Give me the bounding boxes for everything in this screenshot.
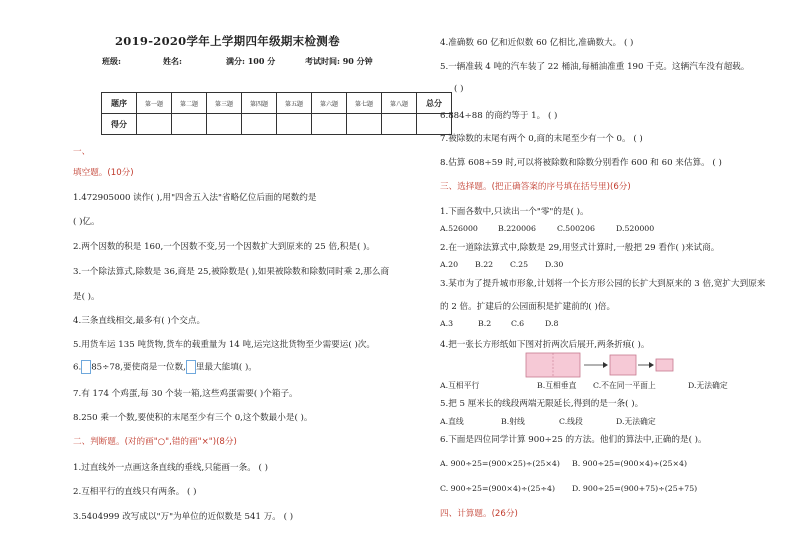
choice-q6: 6.下面是四位同学计算 900÷25 的方法。他们的算法中,正确的是( )。 [440, 435, 707, 445]
choice-q1-option-a: A.526000 [440, 224, 478, 233]
paper-fold-diagram [525, 352, 675, 378]
arrow-head-icon [649, 362, 654, 368]
score-cell [137, 114, 172, 135]
choice-q5-option-c: C.线段 [559, 417, 583, 426]
judge-q7: 7.被除数的末尾有两个 0,商的末尾至少有一个 0。 ( ) [440, 134, 643, 144]
choice-q1: 1.下面各数中,只读出一个"零"的是( )。 [440, 207, 589, 217]
judge-q5-line1: 5.一辆准载 4 吨的汽车装了 22 桶油,每桶油准重 190 千克。这辆汽车没有超载。 [440, 62, 750, 72]
choice-q5: 5.把 5 厘米长的线段两端无限延长,得到的是一条( )。 [440, 399, 644, 409]
score-cell [347, 114, 382, 135]
choice-q3-option-b: B.2 [478, 319, 492, 328]
choice-q6-option-b: B. 900÷25=(900×4)÷(25×4) [572, 459, 688, 468]
choice-q4-option-b: B.互相垂直 [537, 381, 577, 390]
section-4-heading: 四、计算题。(26分) [440, 509, 518, 519]
section-1-prefix: 一、 [73, 147, 91, 157]
choice-q2-option-a: A.20 [440, 260, 459, 269]
fill-q3-line1: 3.一个除法算式,除数是 36,商是 25,被除数是( ),如果被除数和除数同时乘 2,那么商 [73, 267, 390, 277]
fill-q7: 7.有 174 个鸡蛋,每 30 个装一箱,这些鸡蛋需要( )个箱子。 [73, 389, 298, 399]
choice-q3-option-c: C.6 [511, 319, 525, 328]
full-score-label: 满分: 100 分 [226, 56, 276, 66]
choice-q2: 2.在一道除法算式中,除数是 29,用竖式计算时,一般把 29 看作( )来试商。 [440, 243, 720, 253]
choice-q4-option-a: A.互相平行 [440, 381, 480, 390]
fill-q3-line2: 是( )。 [73, 292, 100, 302]
folded-paper-1 [610, 355, 636, 375]
judge-q1: 1.过直线外一点画这条直线的垂线,只能画一条。 ( ) [73, 463, 268, 473]
exam-time-label: 考试时间: 90 分钟 [305, 56, 373, 66]
choice-q6-option-a: A. 900÷25=(900×25)÷(25×4) [440, 459, 560, 468]
choice-q6-option-d: D. 900÷25=(900+75)÷(25+75) [572, 484, 698, 493]
judge-q4: 4.准确数 60 亿和近似数 60 亿相比,准确数大。 ( ) [440, 38, 634, 48]
choice-q2-option-c: C.25 [510, 260, 529, 269]
fill-q4: 4.三条直线相交,最多有( )个交点。 [73, 316, 206, 326]
judge-q3: 3.5404999 改写成以"万"为单位的近似数是 541 万。 ( ) [73, 512, 294, 522]
choice-q5-option-d: D.无法确定 [616, 417, 656, 426]
choice-q3-line1: 3.某市为了提升城市形象,计划将一个长方形公园的长扩大到原来的 3 倍,宽扩大到原来 [440, 279, 766, 289]
choice-q5-option-a: A.直线 [440, 417, 464, 426]
fill-q8: 8.250 乘一个数,要使积的末尾至少有三个 0,这个数最小是( )。 [73, 413, 313, 423]
digit-box [81, 360, 91, 374]
choice-q6-option-c: C. 900÷25=(900×4)÷(25÷4) [440, 484, 556, 493]
score-cell [312, 114, 347, 135]
section-2-heading: 二、判断题。(对的画"○",错的画"×")(8分) [73, 437, 237, 447]
score-cell [172, 114, 207, 135]
choice-q1-option-d: D.520000 [616, 224, 655, 233]
score-table-row1-label: 题序 [102, 93, 137, 114]
choice-q2-option-d: D.30 [545, 260, 564, 269]
score-cell [382, 114, 417, 135]
fill-q5: 5.用货车运 135 吨货物,货车的载重量为 14 吨,运完这批货物至少需要运( )次。 [73, 340, 375, 350]
score-table-row2-label: 得分 [102, 114, 137, 135]
fill-q6-middle: 85÷78,要使商是一位数, [91, 362, 186, 373]
score-total-header: 总分 [417, 93, 452, 114]
judge-q8: 8.估算 608÷59 时,可以将被除数和除数分别看作 600 和 60 来估算。 ( ) [440, 158, 722, 168]
fill-q6-prefix: 6. [73, 362, 82, 373]
choice-q3-line2: 的 2 倍。扩建后的公园面积是扩建前的( )倍。 [440, 302, 616, 312]
score-col-4: 第四题 [242, 93, 277, 114]
score-cell [242, 114, 277, 135]
choice-q1-option-c: C.500206 [557, 224, 595, 233]
score-col-1: 第一题 [137, 93, 172, 114]
choice-q4-option-d: D.无法确定 [688, 381, 728, 390]
score-col-5: 第五题 [277, 93, 312, 114]
class-label: 班级: [102, 56, 121, 66]
choice-q5-option-b: B.射线 [501, 417, 525, 426]
choice-q1-option-b: B.220006 [498, 224, 536, 233]
section-1-heading: 填空题。(10分) [73, 168, 134, 178]
folded-paper-2 [656, 359, 673, 371]
judge-q5-line2: ( ) [454, 84, 464, 94]
score-cell [277, 114, 312, 135]
score-col-3: 第三题 [207, 93, 242, 114]
fill-q6-suffix: 里最大能填( )。 [195, 362, 257, 373]
fill-q2: 2.两个因数的积是 160,一个因数不变,另一个因数扩大到原来的 25 倍,积是( )。 [73, 242, 375, 252]
choice-q3-option-a: A.3 [440, 319, 454, 328]
section-3-heading: 三、选择题。(把正确答案的序号填在括号里)(6分) [440, 182, 631, 192]
score-col-6: 第六题 [312, 93, 347, 114]
score-col-8: 第八题 [382, 93, 417, 114]
score-col-2: 第二题 [172, 93, 207, 114]
fill-q1-line1: 1.472905000 读作( ),用"四舍五入法"省略亿位后面的尾数约是 [73, 193, 317, 203]
score-table [101, 92, 452, 135]
choice-q4-option-c: C.不在同一平面上 [593, 381, 656, 390]
fill-q6 [73, 360, 257, 374]
choice-q2-option-b: B.22 [475, 260, 494, 269]
score-col-7: 第七题 [347, 93, 382, 114]
choice-q4: 4.把一张长方形纸如下图对折两次后展开,两条折痕( )。 [440, 340, 650, 350]
choice-q3-option-d: D.8 [545, 319, 559, 328]
digit-box [186, 360, 196, 374]
fill-q1-line2: ( )亿。 [73, 217, 100, 227]
name-label: 姓名: [163, 56, 182, 66]
page-title: 2019-2020学年上学期四年级期末检测卷 [115, 34, 340, 48]
score-cell [207, 114, 242, 135]
arrow-head-icon [603, 362, 608, 368]
judge-q2: 2.互相平行的直线只有两条。 ( ) [73, 487, 197, 497]
judge-q6: 6.884÷88 的商约等于 1。 ( ) [440, 111, 558, 121]
